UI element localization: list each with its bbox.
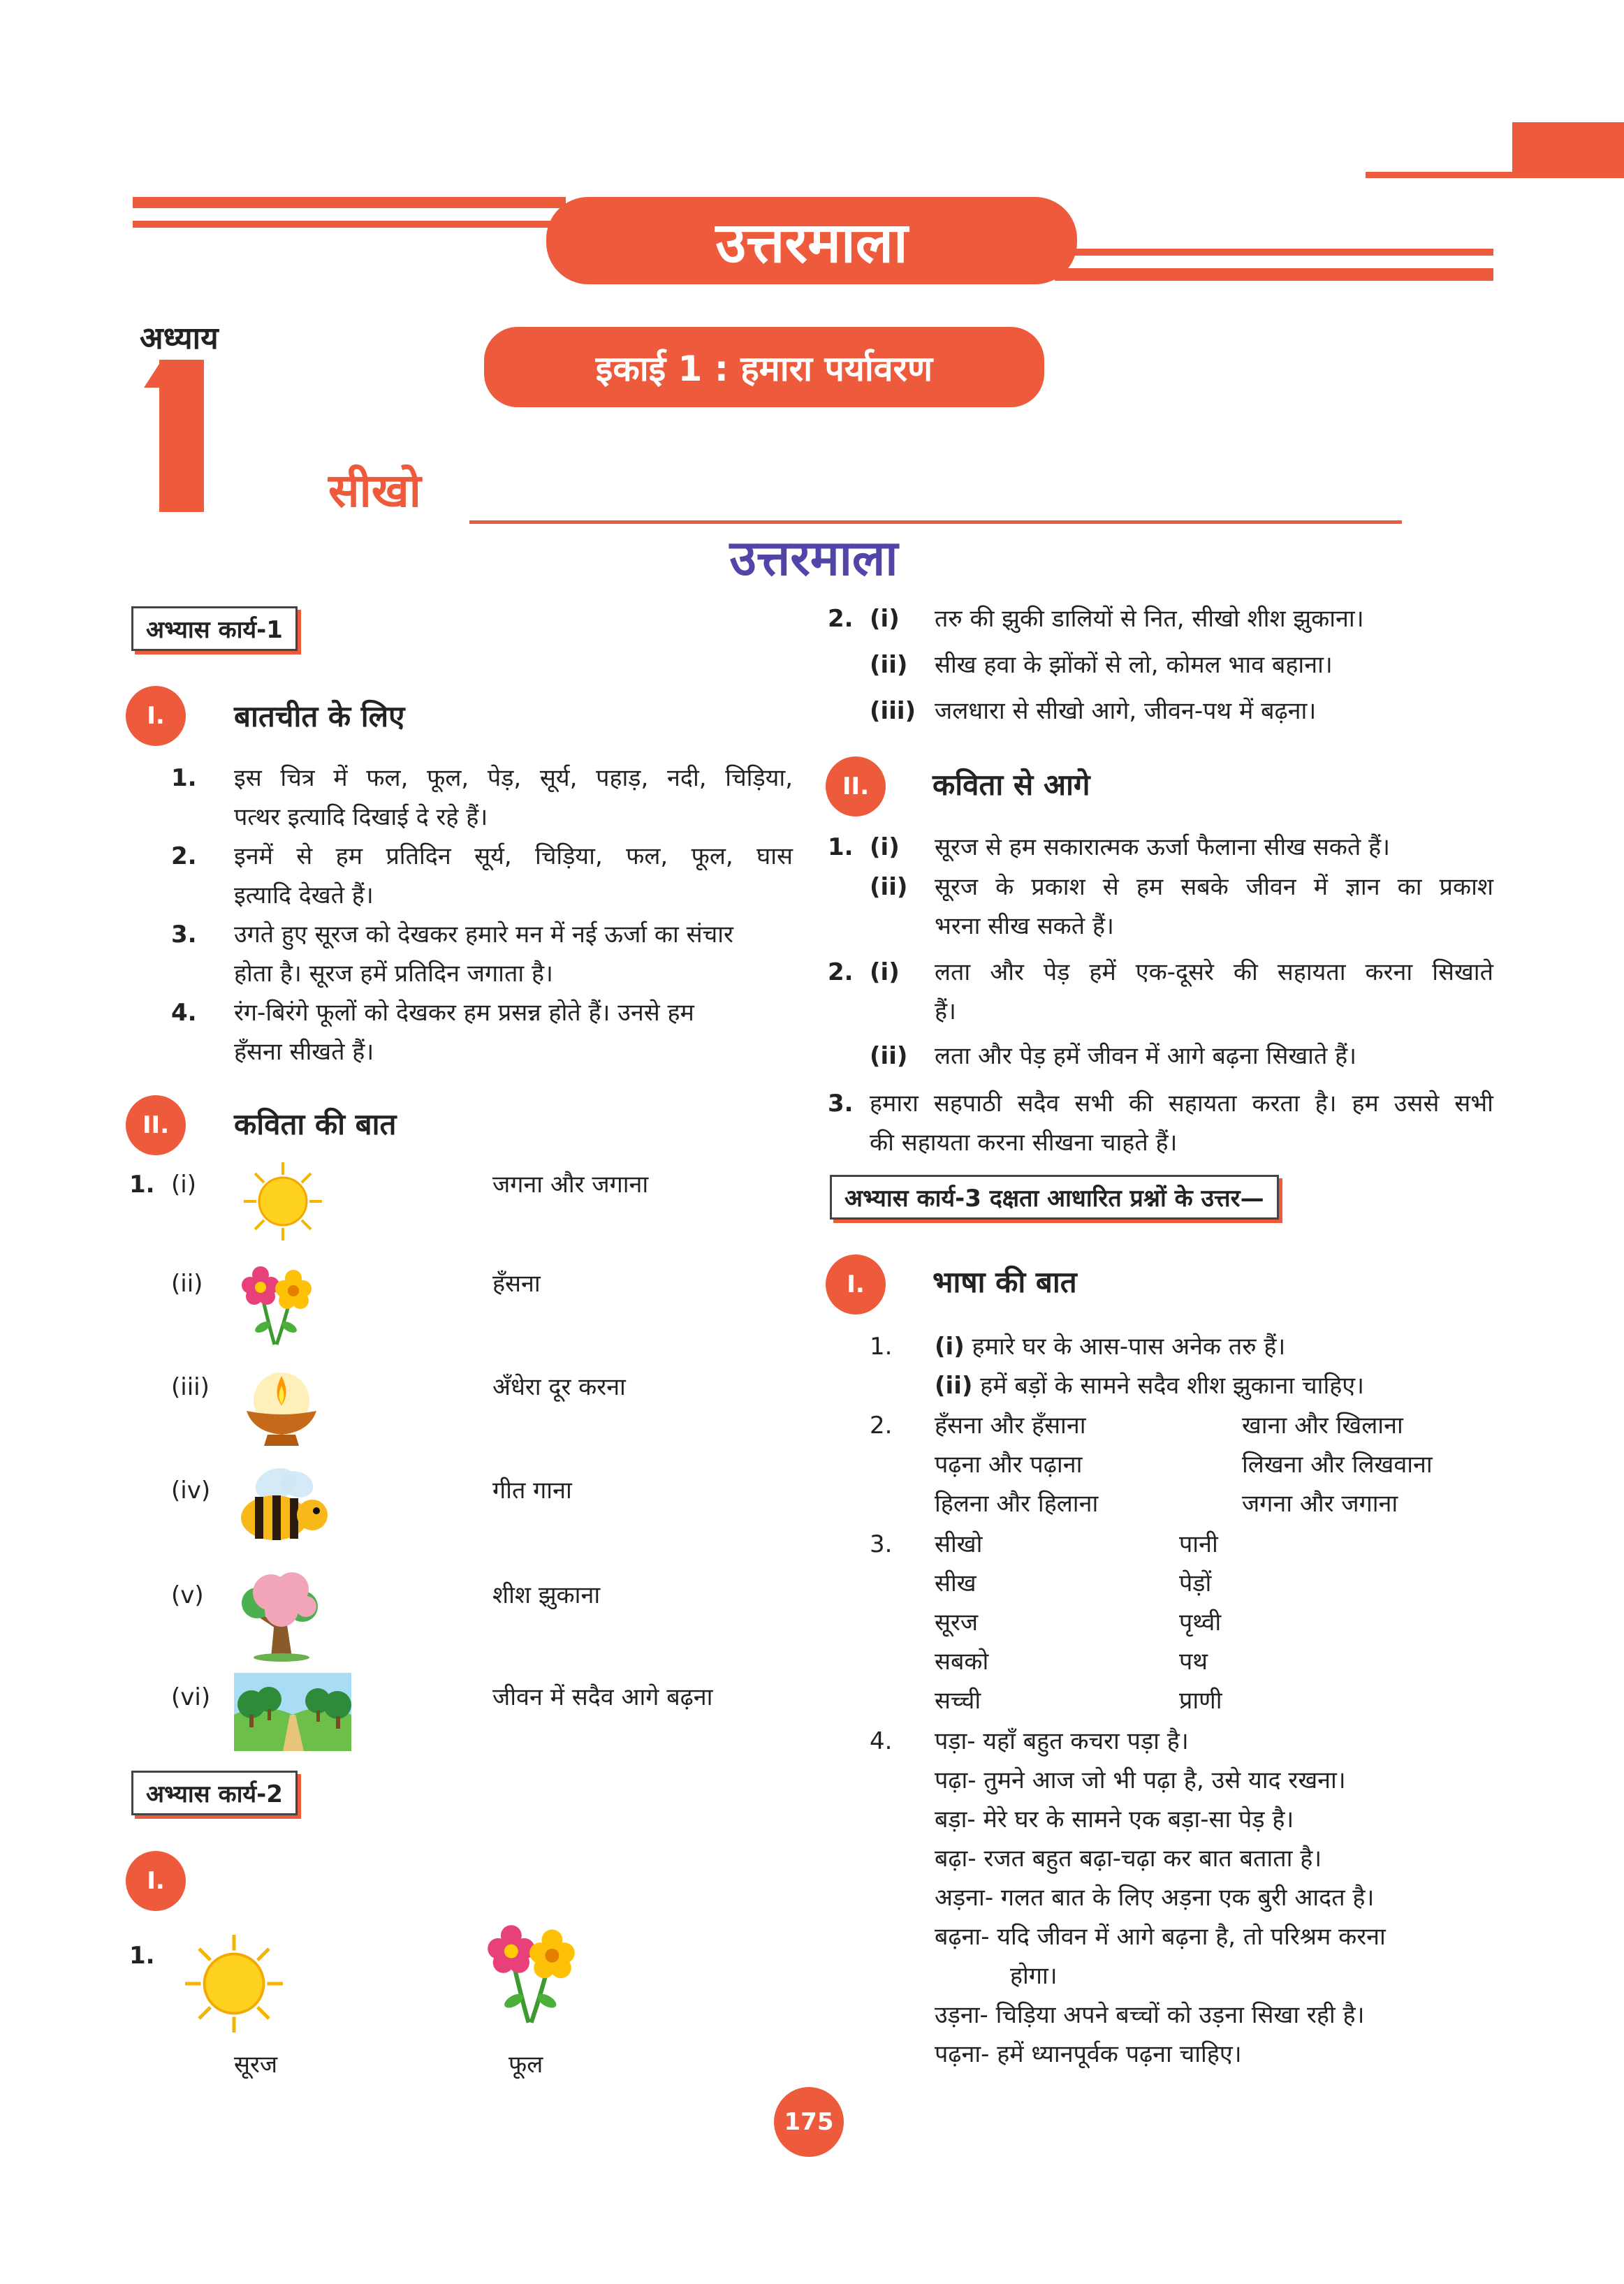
list-number: 4. (171, 999, 197, 1027)
roman-numeral: (i) (171, 1171, 196, 1199)
word-list-item: सीखो (935, 1530, 983, 1558)
flowers-icon (236, 1257, 320, 1348)
word-pair: हँसना और हँसाना (935, 1412, 1086, 1440)
roman-numeral: (ii) (171, 1270, 203, 1298)
word-pair: जगना और जगाना (1242, 1490, 1398, 1518)
roman-numeral: (iii) (870, 697, 916, 725)
word-pair: लिखना और लिखवाना (1242, 1451, 1433, 1479)
lesson-underline (469, 520, 1402, 524)
image-caption: सूरज (234, 2051, 278, 2079)
list-item: इस चित्र में फल, फूल, पेड़, सूर्य, पहाड़, नदी, चिड़िया, पत्थर इत्यादि दिखाई दे रहे हैं। (234, 764, 793, 831)
exercise-3-label: अभ्यास कार्य-3 दक्षता आधारित प्रश्नों के उत्तर— (830, 1175, 1279, 1220)
header-stripe-left-2 (133, 221, 566, 228)
section-heading-conversation: बातचीत के लिए (234, 699, 405, 733)
list-item: उगते हुए सूरज को देखकर हमारे मन में नई ऊर्जा का संचार होता है। सूरज हमें प्रतिदिन जगाता है। (234, 921, 733, 988)
word-list-item: पेड़ों (1179, 1569, 1212, 1597)
word-pair: खाना और खिलाना (1242, 1412, 1403, 1440)
header-stripe-right-2 (1055, 268, 1493, 281)
answer-text: सूरज से हम सकारात्मक ऊर्जा फैलाना सीख सकते हैं। (935, 833, 1391, 861)
section-heading-language: भाषा की बात (932, 1265, 1077, 1299)
match-answer: गीत गाना (492, 1477, 572, 1505)
corner-line (1366, 172, 1624, 178)
question-number: 1. (129, 1942, 155, 1970)
answer-text: लता और पेड़ हमें जीवन में आगे बढ़ना सिखाते हैं। (935, 1042, 1357, 1070)
roman-numeral: (ii) (870, 651, 908, 679)
word-list-item: पानी (1179, 1530, 1218, 1558)
roman-numeral: (i) (870, 605, 900, 633)
question-number: 3. (870, 1530, 893, 1558)
header-title: उत्तरमाला (546, 197, 1077, 284)
word-pair: हिलना और हिलाना (935, 1490, 1099, 1518)
exercise-1-label: अभ्यास कार्य-1 (131, 606, 298, 651)
match-answer: अँधेरा दूर करना (492, 1373, 626, 1401)
match-answer: शीश झुकाना (492, 1581, 601, 1609)
exercise-2-label: अभ्यास कार्य-2 (131, 1771, 298, 1815)
list-number: 2. (171, 842, 197, 870)
word-list-item: सूरज (935, 1609, 979, 1637)
answer-text: (i) हमारे घर के आस-पास अनेक तरु हैं। (ii) हमें बड़ों के सामने सदैव शीश झुकाना चाहिए। (935, 1333, 1364, 1400)
list-number: 1. (171, 764, 197, 792)
question-number: 3. (828, 1090, 854, 1118)
answer-text: लता और पेड़ हमें एक-दूसरे की सहायता करना सिखाते हैं। (935, 958, 1493, 1025)
section-heading-beyond-poem: कविता से आगे (932, 768, 1090, 802)
question-number: 2. (828, 605, 854, 633)
question-number: 4. (870, 1727, 893, 1755)
sentence: पढ़ना- हमें ध्यानपूर्वक पढ़ना चाहिए। (935, 2040, 1242, 2068)
question-number: 1. (129, 1171, 155, 1199)
sentence: बड़ा- मेरे घर के सामने एक बड़ा-सा पेड़ है। (935, 1806, 1294, 1833)
match-answer: जीवन में सदैव आगे बढ़ना (492, 1683, 713, 1711)
sentence: उड़ना- चिड़िया अपने बच्चों को उड़ना सिखा रही है। (935, 2001, 1365, 2029)
flowers-icon (481, 1914, 585, 2027)
poem-line: जलधारा से सीखो आगे, जीवन-पथ में बढ़ना। (935, 697, 1317, 725)
poem-line: तरु की झुकी डालियों से नित, सीखो शीश झुकाना। (935, 605, 1364, 633)
corner-tab (1512, 122, 1624, 178)
word-list-item: सीख (935, 1569, 976, 1597)
sentence: बढ़ना- यदि जीवन में आगे बढ़ना है, तो परिश्रम करना (935, 1923, 1386, 1951)
list-item: रंग-बिरंगे फूलों को देखकर हम प्रसन्न होते हैं। उनसे हम हँसना सीखते हैं। (234, 999, 694, 1066)
section-badge-1: I. (126, 1851, 186, 1911)
word-list-item: सच्ची (935, 1687, 981, 1715)
question-number: 1. (870, 1333, 893, 1361)
path-landscape-icon (234, 1673, 351, 1751)
section-badge-2: II. (126, 1095, 186, 1155)
section-badge-2: II. (826, 756, 886, 817)
roman-numeral: (v) (171, 1581, 204, 1609)
sentence: पढ़ा- तुमने आज जो भी पढ़ा है, उसे याद रखना। (935, 1766, 1346, 1794)
section-badge-1: I. (826, 1254, 886, 1315)
tree-icon (236, 1568, 327, 1662)
bee-icon (234, 1463, 332, 1554)
sentence: पड़ा- यहाँ बहुत कचरा पड़ा है। (935, 1727, 1189, 1755)
section-title: उत्तरमाला (729, 529, 898, 587)
answer-text: सूरज के प्रकाश से हम सबके जीवन में ज्ञान का प्रकाश भरना सीख सकते हैं। (935, 873, 1493, 940)
header-stripe-left-1 (133, 197, 566, 208)
sentence: बढ़ा- रजत बहुत बढ़ा-चढ़ा कर बात बताता है। (935, 1845, 1322, 1873)
roman-numeral: (vi) (171, 1683, 211, 1711)
match-answer: हँसना (492, 1270, 541, 1298)
lesson-title: सीखो (328, 464, 421, 518)
unit-title: इकाई 1 : हमारा पर्यावरण (484, 327, 1044, 407)
header-stripe-right-1 (1055, 249, 1493, 256)
chapter-label: अध्याय (140, 321, 219, 356)
sentence: होगा। (1010, 1962, 1058, 1990)
word-list-item: सबको (935, 1648, 989, 1676)
sun-icon (241, 1159, 325, 1243)
section-badge-1: I. (126, 686, 186, 746)
poem-line: सीख हवा के झोंकों से लो, कोमल भाव बहाना। (935, 651, 1333, 679)
roman-numeral: (ii) (870, 873, 908, 901)
roman-numeral: (iv) (171, 1477, 211, 1505)
word-list-item: प्राणी (1179, 1687, 1222, 1715)
word-list-item: पृथ्वी (1179, 1609, 1222, 1637)
answer-text: हमारा सहपाठी सदैव सभी की सहायता करता है। हम उससे सभी की सहायता करना सीखना चाहते हैं। (870, 1090, 1493, 1157)
sentence: अड़ना- गलत बात के लिए अड़ना एक बुरी आदत है। (935, 1884, 1375, 1912)
roman-numeral: (ii) (870, 1042, 908, 1070)
section-heading-poem: कविता की बात (234, 1107, 397, 1141)
roman-numeral: (i) (870, 833, 900, 861)
page-number: 175 (774, 2087, 844, 2157)
roman-numeral: (i) (870, 958, 900, 986)
image-caption: फूल (509, 2051, 543, 2079)
question-number: 2. (828, 958, 854, 986)
roman-numeral: (iii) (171, 1373, 210, 1401)
list-item: इनमें से हम प्रतिदिन सूर्य, चिड़िया, फल, फूल, घास इत्यादि देखते हैं। (234, 842, 793, 909)
word-list-item: पथ (1179, 1648, 1208, 1676)
chapter-number-1 (159, 360, 204, 512)
word-pair: पढ़ना और पढ़ाना (935, 1451, 1083, 1479)
match-answer: जगना और जगाना (492, 1171, 649, 1199)
sun-icon (182, 1931, 286, 2036)
question-number: 1. (828, 833, 854, 861)
oil-lamp-icon (236, 1362, 327, 1453)
question-number: 2. (870, 1412, 893, 1440)
list-number: 3. (171, 921, 197, 949)
